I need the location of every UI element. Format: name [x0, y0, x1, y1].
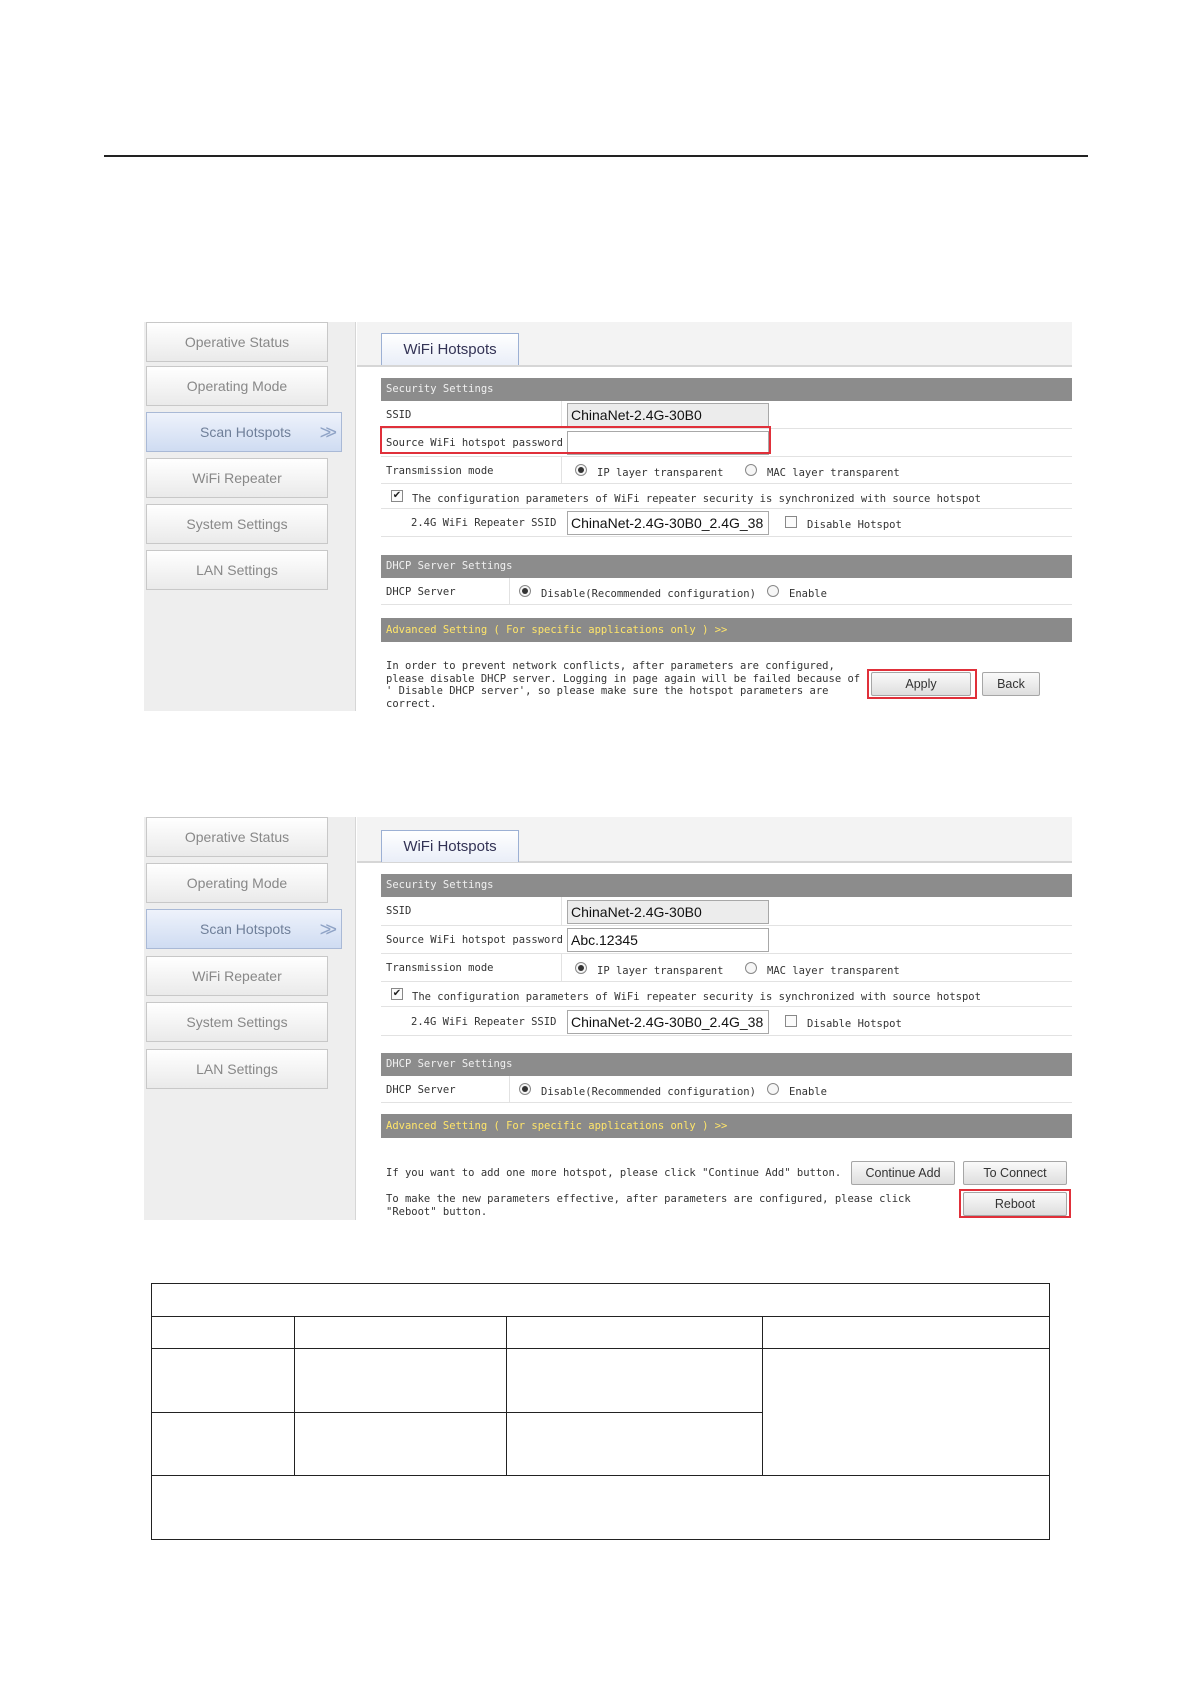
disable-hotspot-checkbox[interactable] — [785, 1015, 797, 1027]
ssid-field[interactable]: ChinaNet-2.4G-30B0 — [567, 403, 769, 427]
dhcp-disable-radio[interactable] — [519, 585, 531, 597]
screenshot-1 — [144, 322, 1072, 711]
continue-add-note: If you want to add one more hotspot, please click "Continue Add" button. — [386, 1167, 842, 1179]
nav-operating-mode[interactable]: Operating Mode — [146, 863, 328, 903]
table-cell — [152, 1349, 295, 1413]
dhcp-disable-radio[interactable] — [519, 1083, 531, 1095]
table-cell — [152, 1476, 1050, 1540]
table-cell — [507, 1349, 763, 1413]
password-label: Source WiFi hotspot password — [386, 934, 564, 946]
reboot-button[interactable]: Reboot — [963, 1192, 1067, 1216]
column-divider — [561, 401, 562, 429]
dhcp-enable-label: Enable — [789, 588, 827, 600]
page-top-rule — [104, 155, 1088, 157]
nav-wifi-repeater[interactable]: WiFi Repeater — [146, 458, 328, 498]
disable-hotspot-label: Disable Hotspot — [807, 519, 902, 531]
advanced-setting-link[interactable]: Advanced Setting ( For specific applications only ) >> — [381, 1114, 1072, 1138]
column-divider — [561, 897, 562, 926]
column-divider — [509, 1076, 510, 1103]
content-area — [357, 817, 1072, 1220]
nav-system-settings[interactable]: System Settings — [146, 504, 328, 544]
transmission-row — [381, 457, 1072, 484]
repeater-ssid-row — [381, 1007, 1072, 1036]
table-row — [152, 1476, 1050, 1540]
transmission-row — [381, 954, 1072, 982]
apply-button[interactable]: Apply — [871, 672, 971, 696]
ssid-field[interactable]: ChinaNet-2.4G-30B0 — [567, 900, 769, 924]
ip-transparent-label: IP layer transparent — [597, 965, 724, 977]
mac-transparent-label: MAC layer transparent — [767, 467, 900, 479]
repeater-ssid-field[interactable]: ChinaNet-2.4G-30B0_2.4G_38 — [567, 1010, 769, 1034]
nav-operative-status[interactable]: Operative Status — [146, 322, 328, 362]
password-field[interactable]: Abc.12345 — [567, 928, 769, 952]
content-area — [357, 322, 1072, 711]
ip-transparent-radio[interactable] — [575, 464, 587, 476]
tab-strip — [357, 322, 1072, 367]
sync-row — [381, 484, 1072, 509]
table-cell — [507, 1317, 763, 1349]
dhcp-enable-radio[interactable] — [767, 1083, 779, 1095]
nav-scan-hotspots-label: Scan Hotspots — [200, 921, 292, 937]
highlight-password-row — [380, 426, 771, 454]
ssid-row — [381, 897, 1072, 926]
table-cell — [295, 1413, 507, 1476]
dhcp-warning-note: In order to prevent network conflicts, after parameters are configured, please disable DHCP server. Logging in page again will be failed because of ' Disable DHCP server', so please make sure the hotspot parameters are correct. — [386, 660, 861, 710]
nav-lan-settings[interactable]: LAN Settings — [146, 550, 328, 590]
security-settings-header: Security Settings — [381, 874, 1072, 897]
table-row — [152, 1284, 1050, 1317]
disable-hotspot-label: Disable Hotspot — [807, 1018, 902, 1030]
disable-hotspot-checkbox[interactable] — [785, 516, 797, 528]
table-cell — [152, 1317, 295, 1349]
repeater-ssid-row — [381, 509, 1072, 537]
tab-wifi-hotspots[interactable]: WiFi Hotspots — [381, 830, 519, 862]
nav-scan-hotspots[interactable] — [146, 412, 342, 452]
tab-strip — [357, 817, 1072, 863]
sync-checkbox[interactable]: ✔ — [392, 988, 402, 999]
highlight-apply-button — [867, 669, 977, 699]
double-chevron-right-icon: >> — [319, 919, 331, 941]
dhcp-row — [381, 578, 1072, 605]
table-row — [152, 1317, 1050, 1349]
to-connect-button[interactable]: To Connect — [963, 1161, 1067, 1185]
password-label: Source WiFi hotspot password — [386, 437, 564, 449]
dhcp-label: DHCP Server — [386, 586, 456, 598]
ssid-row — [381, 401, 1072, 429]
tab-wifi-hotspots[interactable]: WiFi Hotspots — [381, 333, 519, 365]
table-cell — [152, 1284, 1050, 1317]
nav-system-settings[interactable]: System Settings — [146, 1002, 328, 1042]
ip-transparent-label: IP layer transparent — [597, 467, 724, 479]
dhcp-settings-header: DHCP Server Settings — [381, 1053, 1072, 1076]
back-button[interactable]: Back — [982, 672, 1040, 696]
nav-operative-status[interactable]: Operative Status — [146, 817, 328, 857]
transmission-label: Transmission mode — [386, 465, 494, 477]
nav-scan-hotspots-label: Scan Hotspots — [200, 424, 292, 440]
continue-add-button[interactable]: Continue Add — [851, 1161, 955, 1185]
left-nav-panel — [144, 817, 356, 1220]
column-divider — [509, 578, 510, 605]
ssid-label: SSID — [386, 409, 412, 421]
mac-transparent-radio[interactable] — [745, 962, 757, 974]
highlight-reboot-button — [959, 1189, 1071, 1218]
dhcp-row — [381, 1076, 1072, 1103]
nav-lan-settings[interactable]: LAN Settings — [146, 1049, 328, 1089]
table-cell — [295, 1317, 507, 1349]
sync-row — [381, 982, 1072, 1007]
mac-transparent-radio[interactable] — [745, 464, 757, 476]
nav-operating-mode[interactable]: Operating Mode — [146, 366, 328, 406]
table-cell — [763, 1349, 1050, 1476]
advanced-setting-link[interactable]: Advanced Setting ( For specific applications only ) >> — [381, 618, 1072, 642]
ssid-label: SSID — [386, 905, 412, 917]
dhcp-settings-header: DHCP Server Settings — [381, 555, 1072, 578]
reboot-note: To make the new parameters effective, after parameters are configured, please click "Reboot" button. — [386, 1193, 911, 1218]
transmission-label: Transmission mode — [386, 962, 494, 974]
sync-label: The configuration parameters of WiFi repeater security is synchronized with source hotspot — [412, 991, 981, 1003]
nav-scan-hotspots[interactable] — [146, 909, 342, 949]
column-divider — [561, 457, 562, 484]
table-cell — [152, 1413, 295, 1476]
dhcp-enable-label: Enable — [789, 1086, 827, 1098]
security-settings-header: Security Settings — [381, 378, 1072, 401]
dhcp-enable-radio[interactable] — [767, 585, 779, 597]
repeater-ssid-label: 2.4G WiFi Repeater SSID — [411, 1016, 557, 1028]
table-cell — [763, 1317, 1050, 1349]
repeater-ssid-label: 2.4G WiFi Repeater SSID — [411, 517, 557, 529]
mac-transparent-label: MAC layer transparent — [767, 965, 900, 977]
double-chevron-right-icon: >> — [319, 422, 331, 444]
screenshot-2 — [144, 817, 1072, 1220]
dhcp-disable-label: Disable(Recommended configuration) — [541, 1086, 756, 1098]
table-cell — [295, 1349, 507, 1413]
dhcp-label: DHCP Server — [386, 1084, 456, 1096]
dhcp-disable-label: Disable(Recommended configuration) — [541, 588, 756, 600]
nav-wifi-repeater[interactable]: WiFi Repeater — [146, 956, 328, 996]
table-cell — [507, 1413, 763, 1476]
sync-label: The configuration parameters of WiFi repeater security is synchronized with source hotspot — [412, 493, 981, 505]
repeater-ssid-field[interactable]: ChinaNet-2.4G-30B0_2.4G_38 — [567, 511, 769, 535]
table-row — [152, 1349, 1050, 1413]
ip-transparent-radio[interactable] — [575, 962, 587, 974]
column-divider — [561, 954, 562, 982]
password-row — [381, 926, 1072, 954]
sync-checkbox[interactable]: ✔ — [392, 490, 402, 501]
blank-table — [151, 1283, 1049, 1539]
left-nav-panel — [144, 322, 356, 711]
